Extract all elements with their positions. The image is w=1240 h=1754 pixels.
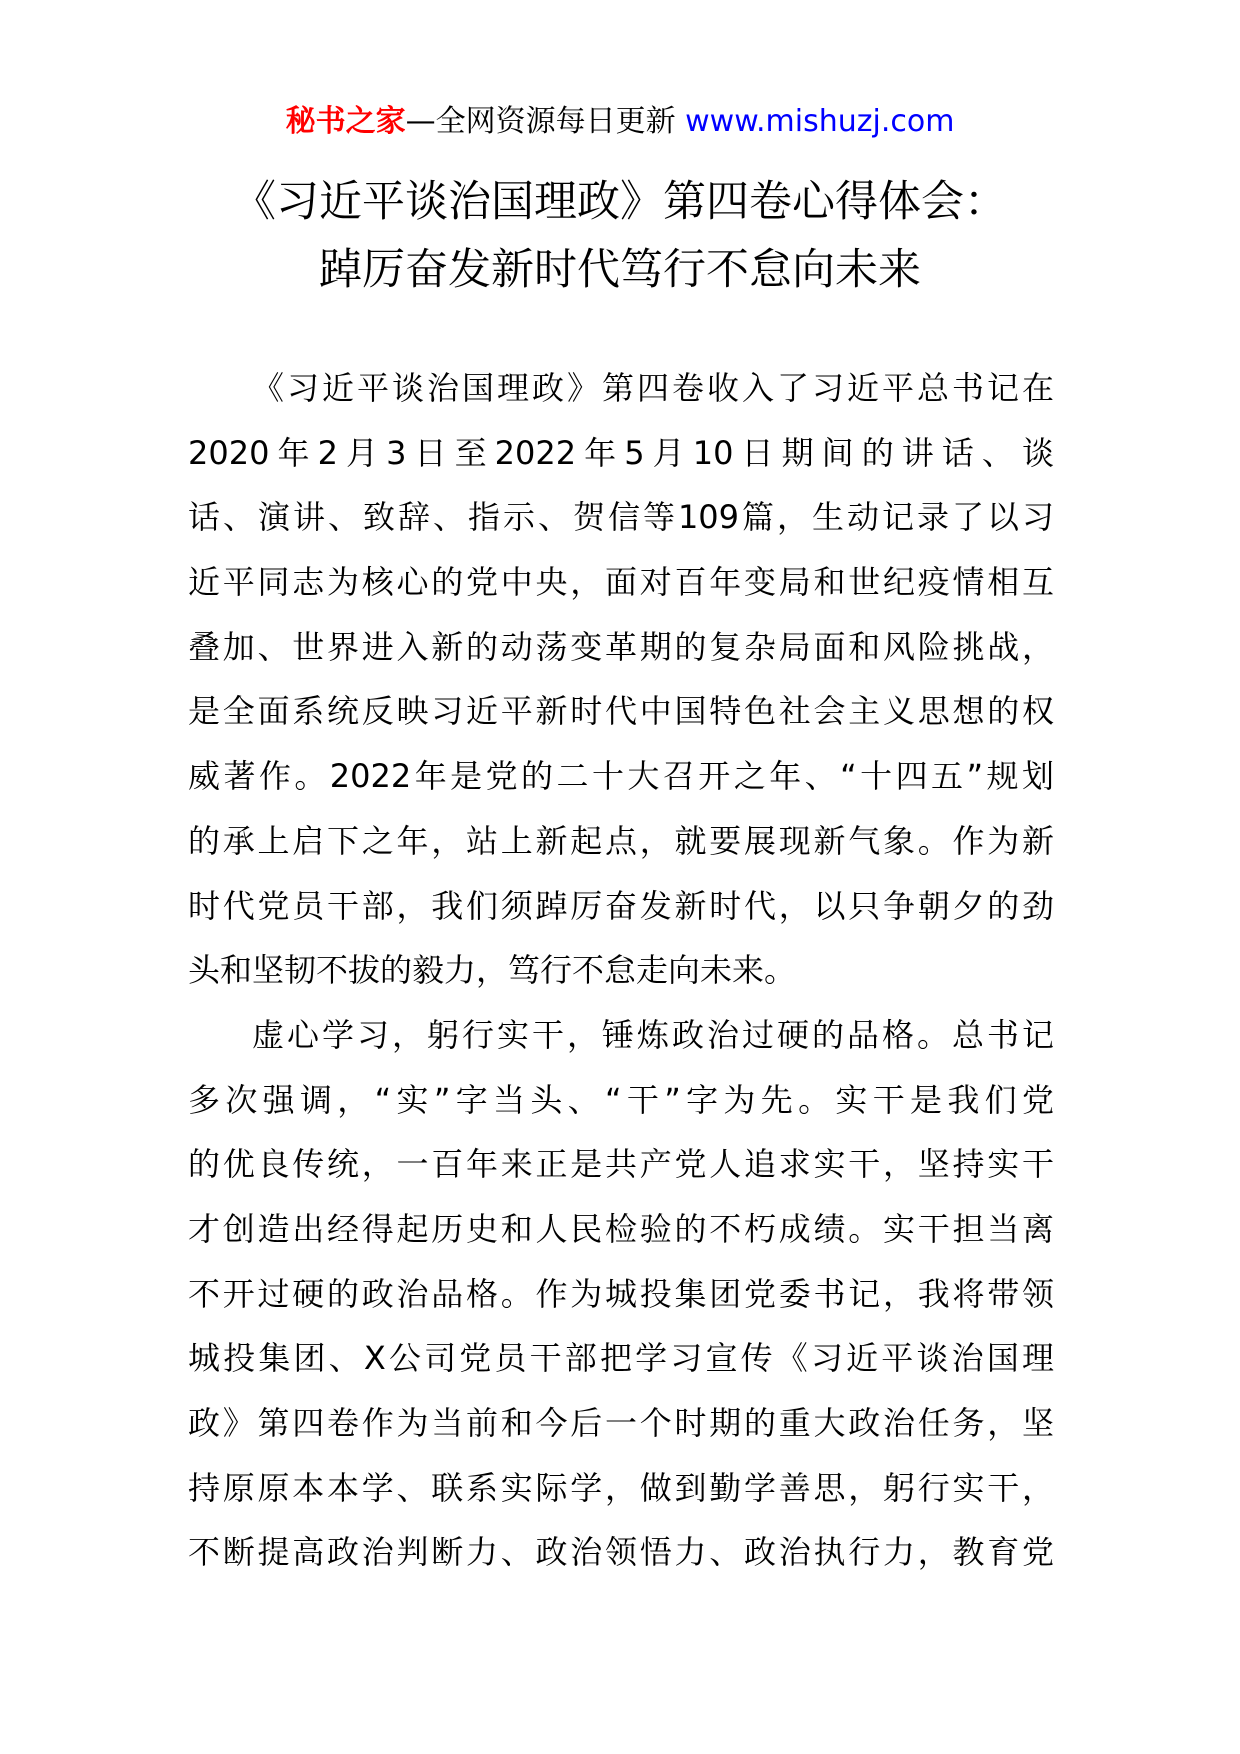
body-line: 话、演讲、致辞、指示、贺信等109篇，生动记录了以习 <box>188 498 1054 537</box>
body-line: 持原原本本学、联系实际学，做到勤学善思，躬行实干， <box>188 1468 1054 1507</box>
body-line: 才创造出经得起历史和人民检验的不朽成绩。实干担当离 <box>188 1209 1054 1248</box>
body-line: 叠加、世界进入新的动荡变革期的复杂局面和风险挑战， <box>188 627 1054 666</box>
header-slogan: —全网资源每日更新 <box>405 104 676 139</box>
body-line: 城投集团、X公司党员干部把学习宣传《习近平谈治国理 <box>188 1339 1054 1378</box>
body-line: 《习近平谈治国理政》第四卷收入了习近平总书记在 <box>252 369 1054 407</box>
brand-name: 秘书之家 <box>285 104 406 139</box>
title-line-2: 踔厉奋发新时代笃行不怠向未来 <box>319 245 921 295</box>
body-line: 威著作。2022年是党的二十大召开之年、“十四五”规划 <box>188 757 1054 796</box>
body-line: 时代党员干部，我们须踔厉奋发新时代，以只争朝夕的劲 <box>188 886 1054 925</box>
body-line: 政》第四卷作为当前和今后一个时期的重大政治任务，坚 <box>188 1404 1054 1442</box>
body-line: 的优良传统，一百年来正是共产党人追求实干，坚持实干 <box>188 1145 1054 1184</box>
body-line: 不断提高政治判断力、政治领悟力、政治执行力，教育党 <box>188 1533 1054 1572</box>
body-line: 是全面系统反映习近平新时代中国特色社会主义思想的权 <box>188 692 1054 731</box>
document-title <box>0 168 1240 304</box>
body-line: 不开过硬的政治品格。作为城投集团党委书记，我将带领 <box>188 1274 1054 1313</box>
body-line: 头和坚韧不拔的毅力，笃行不怠走向未来。 <box>188 951 797 990</box>
body-line: 2020年2月3日至2022年5月10日期间的讲话、谈 <box>188 433 1054 472</box>
body-line: 近平同志为核心的党中央，面对百年变局和世纪疫情相互 <box>188 563 1054 602</box>
site-url[interactable]: www.mishuzj.com <box>685 104 955 139</box>
title-line-1: 《习近平谈治国理政》第四卷心得体会： <box>233 177 1007 227</box>
site-header <box>0 100 1240 144</box>
body-line: 虚心学习，躬行实干，锤炼政治过硬的品格。总书记 <box>252 1015 1054 1054</box>
body-line: 多次强调，“实”字当头、“干”字为先。实干是我们党 <box>188 1080 1054 1119</box>
body-line: 的承上启下之年，站上新起点，就要展现新气象。作为新 <box>188 821 1054 860</box>
document-body <box>188 356 1054 1585</box>
